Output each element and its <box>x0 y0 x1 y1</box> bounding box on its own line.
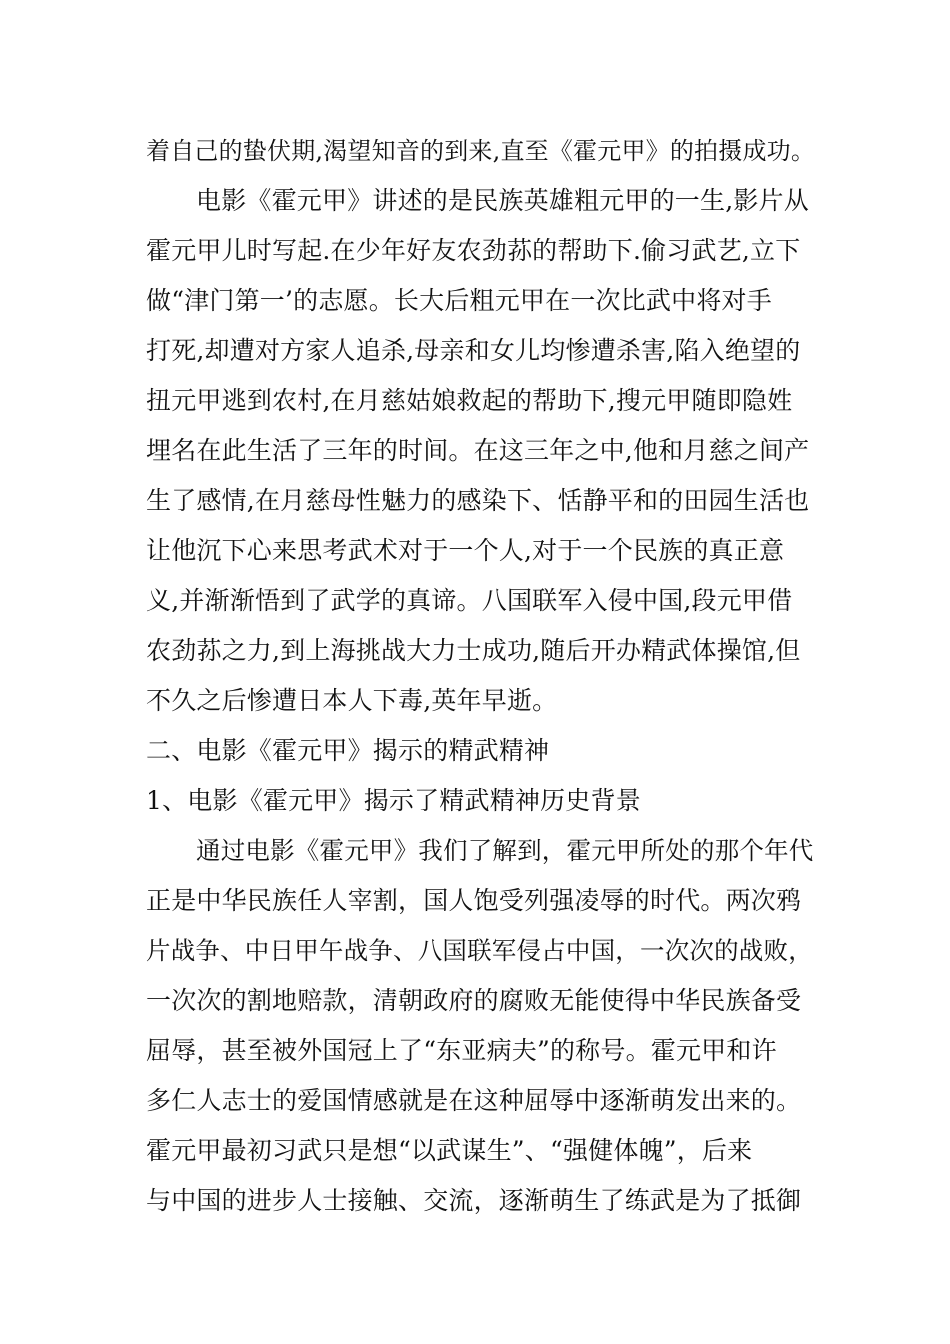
text-line: 霍元甲儿时写起.在少年好友农劲荪的帮助下.偷习武艺,立下 <box>146 236 801 265</box>
text-line: 屈辱，甚至被外国冠上了“东亚病夫”的称号。霍元甲和许 <box>146 1036 777 1065</box>
text-line: 正是中华民族任人宰割，国人饱受列强凌辱的时代。两次鸦 <box>146 886 802 915</box>
text-line: 1、电影《霍元甲》揭示了精武精神历史背景 <box>146 786 641 815</box>
text-line: 埋名在此生活了三年的时间。在这三年之中,他和月慈之间产 <box>146 436 810 465</box>
text-line: 片战争、中日甲午战争、八国联军侵占中国，一次次的战败， <box>146 936 813 965</box>
text-line: 不久之后惨遭日本人下毒,英年早逝。 <box>146 686 558 715</box>
document-body <box>146 126 816 1226</box>
text-line: 通过电影《霍元甲》我们了解到，霍元甲所处的那个年代 <box>196 836 814 865</box>
text-line: 生了感情,在月慈母性魅力的感染下、恬静平和的田园生活也 <box>146 486 810 515</box>
text-line: 打死,却遭对方家人追杀,母亲和女儿均惨遭杀害,陷入绝望的 <box>146 336 801 365</box>
text-line: 扭元甲逃到农村,在月慈姑娘救起的帮助下,搜元甲随即隐姓 <box>146 386 793 415</box>
text-line: 一次次的割地赔款，清朝政府的腐败无能使得中华民族备受 <box>146 986 802 1015</box>
text-line: 多仁人志士的爱国情感就是在这种屈辱中逐渐萌发出来的。 <box>146 1086 802 1115</box>
text-line: 农劲荪之力,到上海挑战大力士成功,随后开办精武体操馆,但 <box>146 636 801 665</box>
text-line: 着自己的蛰伏期,渴望知音的到来,直至《霍元甲》的拍摄成功。 <box>146 137 816 165</box>
text-line: 二、电影《霍元甲》揭示的精武精神 <box>146 736 550 765</box>
text-line: 与中国的进步人士接触、交流，逐渐萌生了练武是为了抵御 <box>146 1186 802 1215</box>
text-line: 霍元甲最初习武只是想“以武谋生”、“强健体魄”，后来 <box>146 1136 753 1165</box>
text-line: 做“津门第一’的志愿。长大后粗元甲在一次比武中将对手 <box>146 286 772 315</box>
text-line: 让他沉下心来思考武术对于一个人,对于一个民族的真正意 <box>146 536 785 565</box>
text-line: 义,并渐渐悟到了武学的真谛。八国联军入侵中国,段元甲借 <box>146 586 793 615</box>
text-line: 电影《霍元甲》讲述的是民族英雄粗元甲的一生,影片从 <box>196 186 809 215</box>
